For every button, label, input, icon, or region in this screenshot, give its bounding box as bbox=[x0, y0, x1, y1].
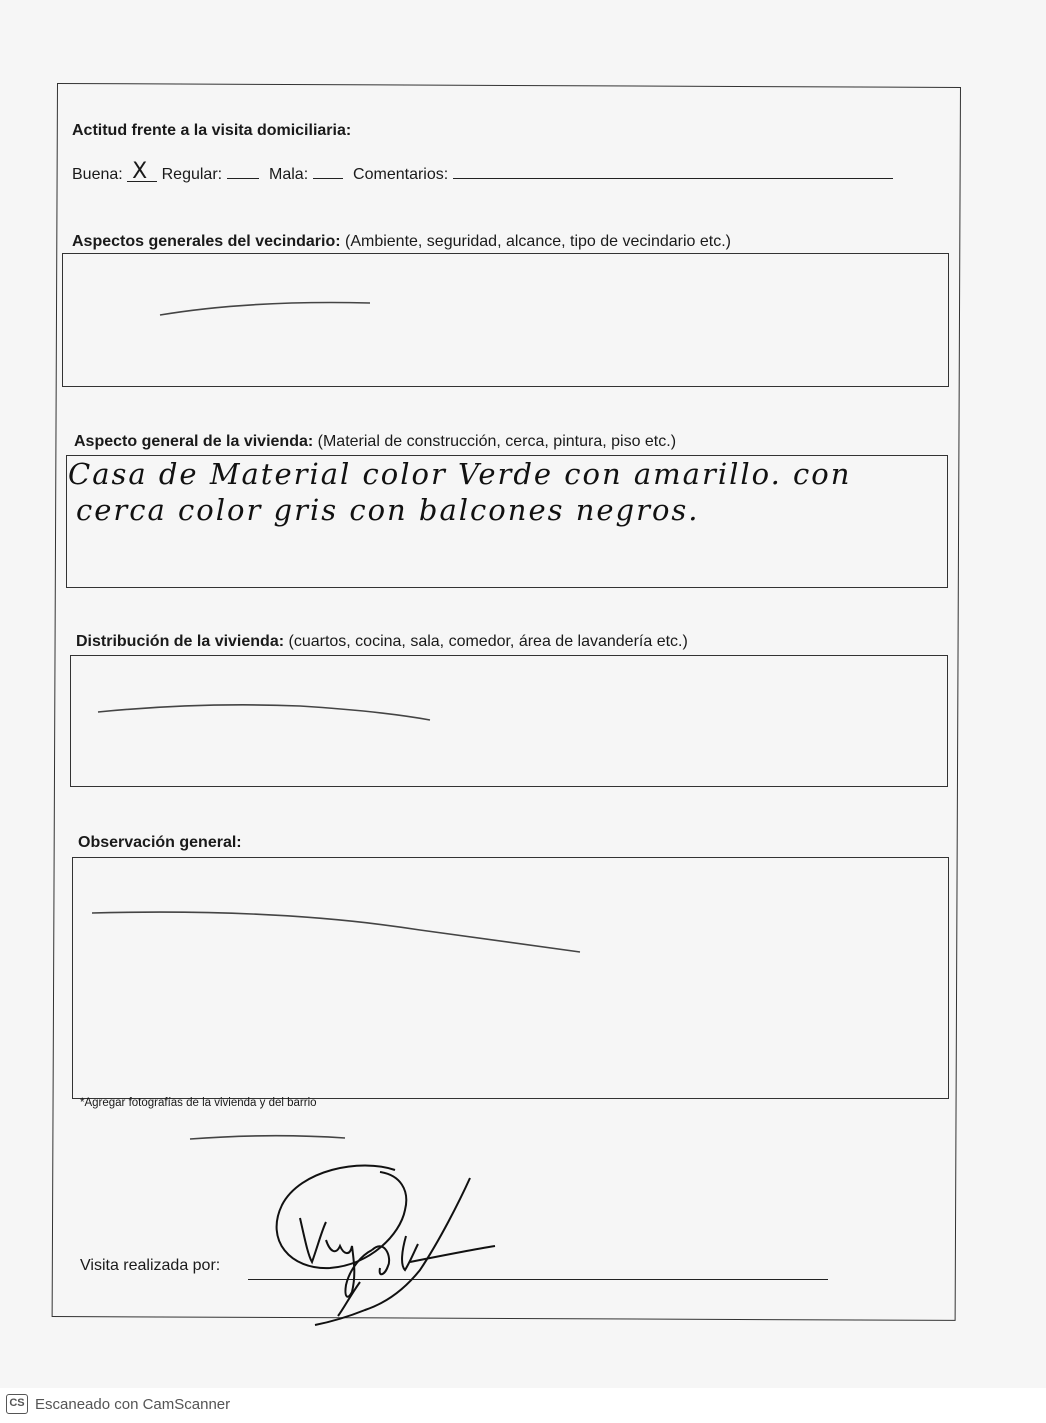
regular-label: Regular: bbox=[161, 166, 223, 183]
housing-handwritten-line-1: Casa de Material color Verde con amarillo. con bbox=[68, 457, 852, 491]
neighborhood-box[interactable] bbox=[62, 253, 949, 387]
neighborhood-hint: (Ambiente, seguridad, alcance, tipo de vecindario etc.) bbox=[340, 233, 731, 250]
housing-aspect-hint: (Material de construcción, cerca, pintura, piso etc.) bbox=[313, 433, 677, 450]
observation-heading: Observación general: bbox=[78, 834, 242, 851]
neighborhood-heading-row bbox=[72, 233, 731, 251]
neighborhood-heading: Aspectos generales del vecindario: bbox=[72, 233, 341, 250]
housing-aspect-heading: Aspecto general de la vivienda: bbox=[74, 433, 314, 450]
mala-blank[interactable] bbox=[313, 178, 343, 179]
visit-label: Visita realizada por: bbox=[80, 1257, 221, 1274]
housing-handwritten-line-2: cerca color gris con balcones negros. bbox=[76, 493, 700, 527]
mala-label: Mala: bbox=[269, 166, 309, 183]
buena-check-mark: X bbox=[132, 159, 148, 184]
housing-aspect-heading-row bbox=[74, 433, 676, 451]
footnote: *Agregar fotografías de la vivienda y del barrio bbox=[80, 1097, 317, 1109]
regular-blank[interactable] bbox=[227, 178, 259, 179]
comentarios-label: Comentarios: bbox=[353, 166, 449, 183]
attitude-heading: Actitud frente a la visita domiciliaria: bbox=[72, 122, 352, 139]
observation-box[interactable] bbox=[72, 857, 949, 1099]
scanner-bar bbox=[0, 1388, 1046, 1423]
comentarios-blank[interactable] bbox=[453, 178, 893, 179]
attitude-options-row bbox=[72, 159, 893, 184]
distribution-heading: Distribución de la vivienda: bbox=[76, 633, 285, 650]
distribution-box[interactable] bbox=[70, 655, 948, 787]
camscanner-logo-icon: CS bbox=[6, 1394, 28, 1414]
distribution-hint: (cuartos, cocina, sala, comedor, área de lavandería etc.) bbox=[284, 633, 688, 650]
scanner-label: Escaneado con CamScanner bbox=[35, 1396, 231, 1413]
distribution-heading-row bbox=[76, 633, 688, 651]
buena-blank[interactable] bbox=[127, 159, 157, 184]
buena-label: Buena: bbox=[72, 166, 123, 183]
signature-line[interactable] bbox=[248, 1279, 828, 1280]
